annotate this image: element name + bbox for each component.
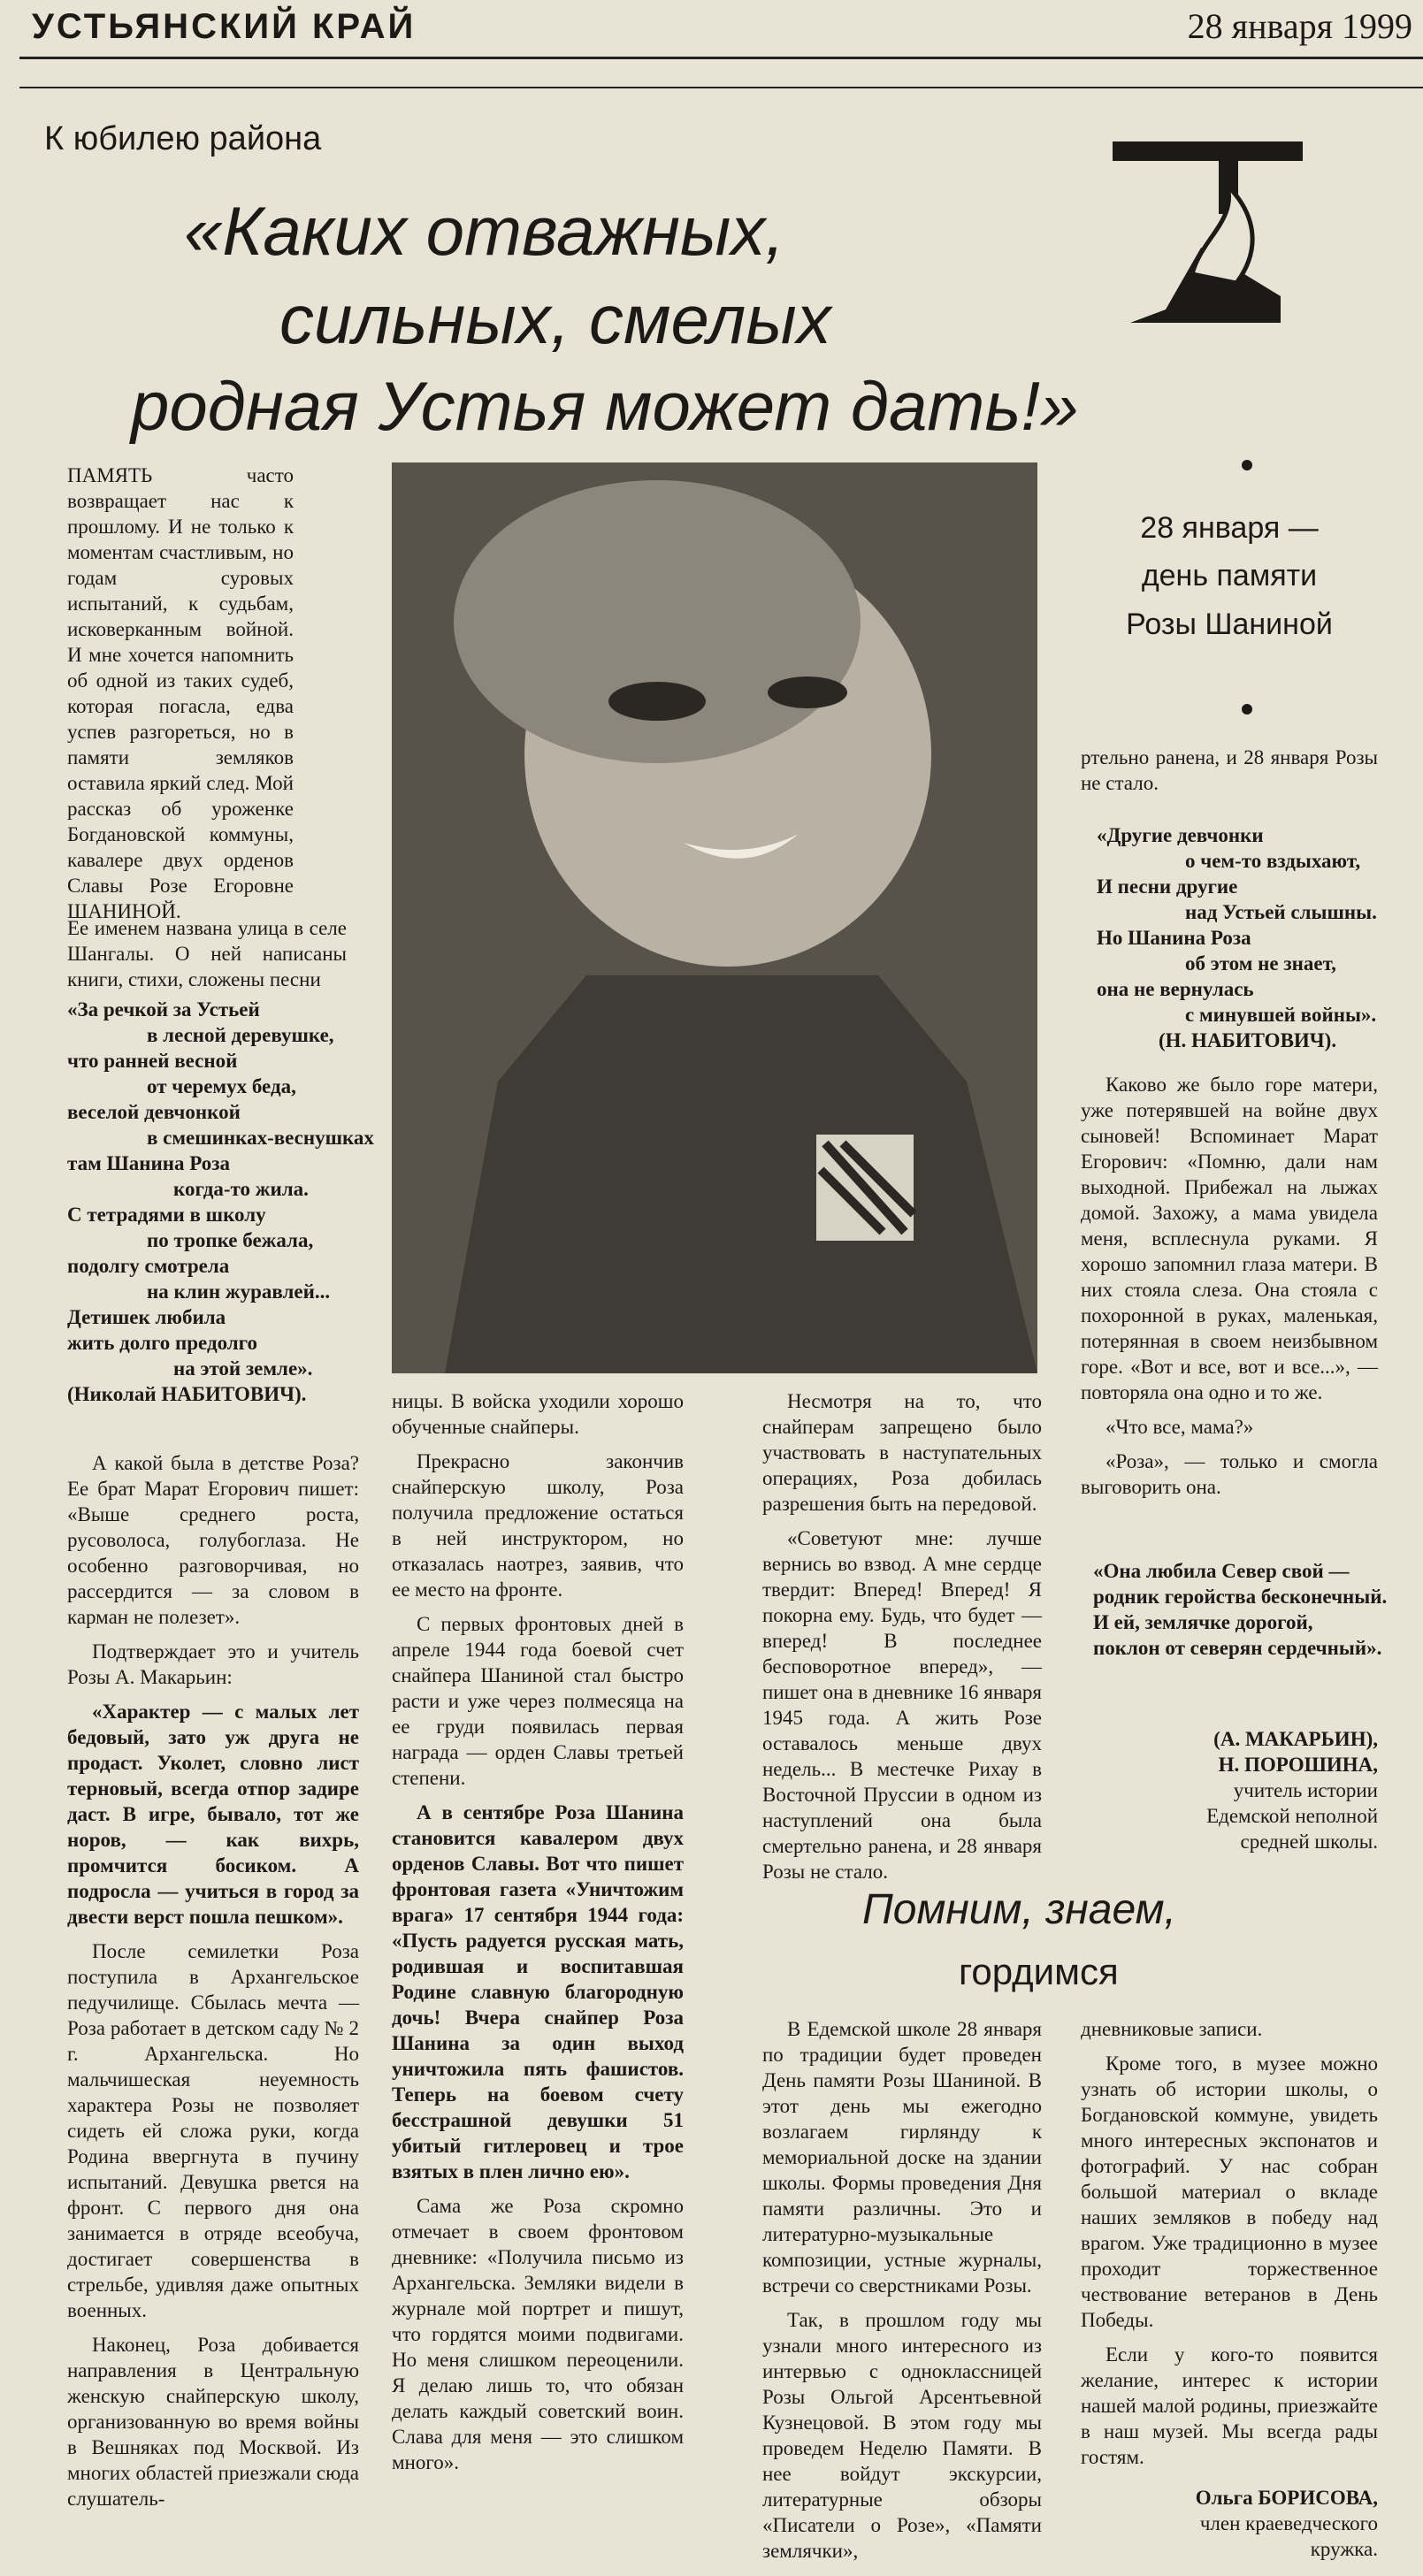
dateline: 28 января — день памяти Розы Шаниной xyxy=(1126,511,1333,641)
bullet-dot xyxy=(1242,460,1252,470)
poem-makaryin: «Она любила Север свой — родник геройства бесконечный. И ей, землячке дорогой, поклон от северян сердечный». xyxy=(1093,1560,1388,1659)
article-column-3: Несмотря на то, что снайперам запрещено было участвовать в наступательных операциях, Роза добилась разрешения быть на передовой. «Советуют мне: лучше вернись во взвод. А мне сердце твердит: Вперед! Вперед! Я покорна ему. Будь, что будет — вперед! В последнее бесповоротное вперед», — пишет она в дневнике 16 января 1945 года. А жить Розе оставалось меньше двух недель... В местечке Рихау в Восточной Пруссии в одном из наступлений она была смертельно ранена, и 28 января Розы не стало. xyxy=(762,1390,1042,1883)
headline-line-1: «Каких отважных, xyxy=(184,192,784,270)
headline-line-2: сильных, смелых xyxy=(279,280,831,358)
sidebar-column-b: дневниковые записи. Кроме того, в музее можно узнать об истории школы, о Богдановской коммуне, увидеть много интересных экспонатов и фотографий. У нас собран большой материал о вкладе наших земляков в победу над врагом. Уже традиционно в музее проходит торжественное чествование ветеранов в День Победы. Если у кого-то появится желание, интерес к истории нашей малой родины, приезжайте в наш музей. Мы всегда рады гостям. xyxy=(1081,2018,1378,2468)
article-column-2: ницы. В войска уходили хорошо обученные снайперы. Прекрасно закончив снайперскую школу, Роза получила предложение остаться в ней инструктором, но отказалась наотрез, заявив, что ее место на фронте. С первых фронтовых дней в апреле 1944 года боевой счет снайпера Шаниной стал быстро расти и уже через полмесяца на ее груди появилась первая награда — орден Славы третьей степени. А в сентябре Роза Шанина становится кавалером двух орденов Славы. Вот что пишет фронтовая газета «Уничтожим врага» 17 сентября 1944 года: «Пусть радуется русская мать, родившая и воспитавшая Родине славную благородную дочь! Вчера снайпер Роза Шанина за один выход уничтожила пять фашистов. Теперь на боевом счету бесстрашной девушки 51 убитый гитлеровец и трое взятых в плен лично ею». Сама же Роза скромно отмечает в своем фронтовом дневнике: «Получила письмо из Архангельска. Земляки видели в журнале мой портрет и пишут, что гордятся моими подвигами. Но меня слишком переоценили. Я делаю лишь то, что обязан делать каждый советский воин. Слава для меня — это слишком много». xyxy=(392,1390,684,2473)
sidebar-headline-line-1: Помним, знаем, xyxy=(862,1886,1176,1933)
article-street-paragraph: Ее именем названа улица в селе Шангалы. О ней написаны книги, стихи, сложены песни xyxy=(67,917,347,990)
sidebar-signature: Ольга БОРИСОВА, член краеведческого кружка. xyxy=(1195,2487,1378,2560)
sidebar-column-a: В Едемской школе 28 января по традиции будет проведен День памяти Розы Шаниной. В этот день мы ежегодно возлагаем гирлянду к мемориальной доске на здании школы. Формы проведения Дня памяти различны. Это и литературно-музыкальные композиции, устные журналы, встречи со сверстниками Розы. Так, в прошлом году мы узнали много интересного из интервью с одноклассницей Розы Ольгой Арсентьевной Кузнецовой. В этом году мы проведем Неделю Памяти. В нее войдут экскурсии, литературные обзоры «Писатели о Розе», «Памяти землячки», xyxy=(762,2018,1042,2562)
newspaper-name: УСТЬЯНСКИЙ КРАЙ xyxy=(32,7,417,46)
column-rule xyxy=(19,87,1423,88)
author-signature: (А. МАКАРЬИН), Н. ПОРОШИНА, учитель истории Едемской неполной средней школы. xyxy=(1206,1728,1378,1853)
issue-date: 28 января 1999 xyxy=(1187,6,1412,46)
article-column-1: А какой была в детстве Роза? Ее брат Марат Егорович пишет: «Выше среднего роста, русоволоса, голубоглаза. Не особенно разговорчивая, но рассердится — за словом в карман не полезет». Подтверждает это и учитель Розы А. Макарьин: «Характер — с малых лет бедовый, зато уж друга не продаст. Уколет, словно лист терновый, всегда отпор задире даст. В игре, бывало, тот же норов, — как вихрь, промчится босиком. А подросла — учиться в город за двести верст пошла пешком». После семилетки Роза поступила в Архангельское педучилище. Сбылась мечта — Роза работает в детском саду № 2 г. Архангельска. Но мальчишеская неуемность характера Розы не позволяет сидеть ей сложа руки, когда Родина ввергнута в пучину испытаний. Девушка рвется на фронт. С первого дня она занимается в отряде всеобуча, достигает совершенства в стрельбе, удивляя даже опытных военных. Наконец, Роза добивается направления в Центральную женскую снайперскую школу, организованную во время войны в Вешняках под Москвой. Из многих областей приезжали сюда слушатель- xyxy=(67,1452,359,2510)
article-column-4-top: ртельно ранена, и 28 января Розы не стало. xyxy=(1081,746,1378,794)
article-intro: ПАМЯТЬ часто возвращает нас к прошлому. И не только к моментам счастливым, но годам суровых испытаний, к судьбам, исковерканным войной. И мне хочется напомнить об одной из таких судеб, которая погасла, едва успев разгореться, но в памяти земляков оставила яркий след. Мой рассказ об уроженке Богдановской коммуны, кавалере двух орденов Славы Розе Егоровне ШАНИНОЙ. xyxy=(67,464,294,922)
kicker: К юбилею района xyxy=(44,120,322,157)
headline-line-3: родная Устья может дать!» xyxy=(131,367,1079,445)
article-column-4: Каково же было горе матери, уже потерявшей на войне двух сыновей! Вспоминает Марат Егорович: «Помню, дали нам выходной. Прибежал на лыжах домой. Захожу, а мама увидела меня, всплеснула руками. Я хорошо запомнил глаза матери. В них стояла слеза. Она стояла с похоронной в руках, маленькая, потерянная в своем неизбывном горе. «Вот и все, вот и все...», — повторяла она одно и то же. «Что все, мама?» «Роза», — только и смогла выговорить она. xyxy=(1081,1074,1378,1498)
poem-nabitovich-2: «Другие девчонки о чем-то вздыхают, И песни другие над Устьей слышны. Но Шанина Роза об этом не знает, она не вернулась с минувшей войны». (Н. НАБИТОВИЧ). xyxy=(1097,824,1377,1051)
poem-nabitovich-1: «За речкой за Устьей в лесной деревушке, что ранней весной от черемух беда, веселой девчонкой в смешинках-веснушках там Шанина Роза когда-то жила. С тетрадями в школу по тропке бежала, подолгу смотрела на клин журавлей... Детишек любила жить долго предолго на этой земле». (Николай НАБИТОВИЧ). xyxy=(67,998,374,1405)
eternal-flame-emblem xyxy=(1113,141,1303,332)
bullet-dot xyxy=(1242,704,1252,715)
masthead-rule xyxy=(19,57,1423,59)
photo-rosa-shanina xyxy=(392,462,1037,1373)
sidebar-headline-line-2: гордимся xyxy=(959,1951,1119,1992)
